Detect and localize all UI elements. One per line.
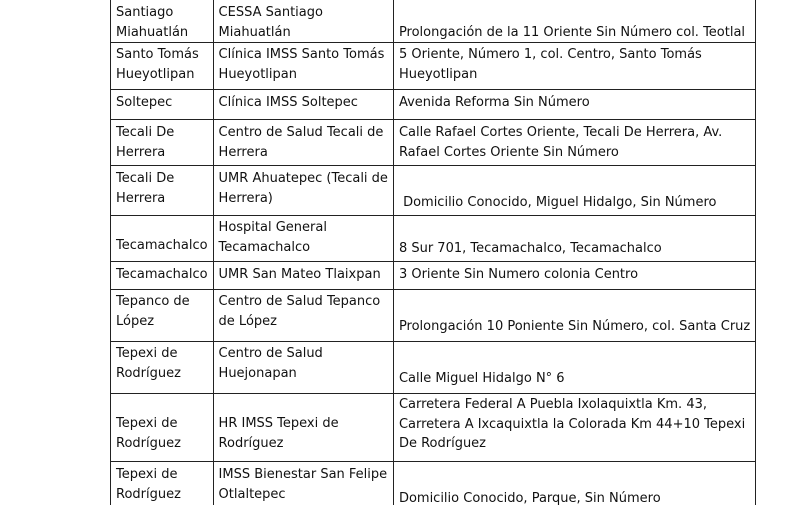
table-row bbox=[111, 0, 756, 43]
unidad-cell bbox=[213, 216, 393, 262]
municipio-cell bbox=[111, 262, 214, 290]
domicilio-cell bbox=[393, 262, 755, 290]
domicilio-cell bbox=[393, 166, 755, 216]
cell-line: de López bbox=[218, 313, 277, 329]
unidad-cell bbox=[213, 0, 393, 43]
cell-line: Clínica IMSS Santo Tomás bbox=[218, 47, 385, 62]
unidad-cell bbox=[213, 90, 393, 120]
unidad-cell bbox=[213, 462, 393, 505]
domicilio-cell bbox=[393, 462, 755, 505]
unidad-cell bbox=[213, 290, 393, 342]
cell-line: Domicilio Conocido, Parque, Sin Número bbox=[398, 490, 661, 505]
cell-line: Herrera) bbox=[218, 190, 273, 206]
table-row bbox=[111, 262, 756, 290]
domicilio-cell bbox=[393, 216, 755, 262]
cell-line: Hueyotlipan bbox=[218, 66, 297, 82]
cell-line: Tecali De bbox=[116, 171, 175, 186]
domicilio-cell bbox=[393, 0, 755, 43]
cell-line: Prolongación 10 Poniente Sin Número, col. Santa Cruz bbox=[398, 318, 751, 334]
domicilio-cell bbox=[393, 342, 755, 394]
cell-line: 8 Sur 701, Tecamachalco, Tecamachalco bbox=[398, 240, 662, 256]
cell-line: López bbox=[116, 313, 155, 329]
domicilio-cell bbox=[393, 90, 755, 120]
unidad-cell bbox=[213, 342, 393, 394]
cell-line: De Rodríguez bbox=[398, 436, 487, 451]
cell-line: Rodríguez bbox=[116, 365, 181, 381]
cell-line: Huejonapan bbox=[218, 365, 297, 381]
health-units-table bbox=[110, 0, 756, 505]
cell-line: UMR San Mateo Tlaixpan bbox=[218, 267, 381, 282]
municipio-cell bbox=[111, 0, 214, 43]
table-body bbox=[111, 0, 756, 505]
table-row bbox=[111, 90, 756, 120]
cell-line: Tepexi de bbox=[116, 467, 178, 482]
municipio-cell bbox=[111, 166, 214, 216]
cell-line: Prolongación de la 11 Oriente Sin Número col. Teotlal bbox=[398, 24, 746, 40]
cell-line: Miahuatlán bbox=[218, 24, 291, 40]
table-row bbox=[111, 342, 756, 394]
domicilio-cell bbox=[393, 394, 755, 462]
cell-line: Herrera bbox=[116, 190, 166, 206]
cell-line: Tepanco de bbox=[116, 294, 190, 309]
unidad-cell bbox=[213, 394, 393, 462]
cell-line: Otlaltepec bbox=[218, 486, 286, 502]
cell-line: IMSS Bienestar San Felipe bbox=[218, 467, 388, 482]
municipio-cell bbox=[111, 43, 214, 90]
unidad-cell bbox=[213, 120, 393, 166]
cell-line: HR IMSS Tepexi de bbox=[218, 416, 339, 431]
cell-line: Hueyotlipan bbox=[398, 66, 478, 82]
table-row bbox=[111, 120, 756, 166]
cell-line: Hospital General bbox=[218, 220, 327, 235]
cell-line: Centro de Salud bbox=[218, 346, 323, 361]
municipio-cell bbox=[111, 90, 214, 120]
cell-line: Tepexi de bbox=[116, 416, 178, 431]
cell-line: Miahuatlán bbox=[116, 24, 189, 40]
cell-line: Santiago bbox=[116, 5, 174, 20]
cell-line: Tecamachalco bbox=[218, 239, 311, 255]
cell-line: Clínica IMSS Soltepec bbox=[218, 95, 358, 110]
municipio-cell bbox=[111, 462, 214, 505]
municipio-cell bbox=[111, 342, 214, 394]
table-row bbox=[111, 166, 756, 216]
cell-line: Rafael Cortes Oriente Sin Número bbox=[398, 144, 619, 160]
municipio-cell bbox=[111, 120, 214, 166]
domicilio-cell bbox=[393, 120, 755, 166]
cell-line: Tecali De bbox=[116, 125, 175, 140]
cell-line: Herrera bbox=[218, 144, 268, 160]
domicilio-cell bbox=[393, 290, 755, 342]
municipio-cell bbox=[111, 290, 214, 342]
cell-line: Rodríguez bbox=[116, 435, 181, 451]
municipio-cell bbox=[111, 394, 214, 462]
cell-line: Tecamachalco bbox=[116, 267, 208, 282]
table-row bbox=[111, 216, 756, 262]
unidad-cell bbox=[213, 43, 393, 90]
cell-line: Soltepec bbox=[116, 95, 173, 110]
cell-line: Santo Tomás bbox=[116, 47, 199, 62]
cell-line: Rodríguez bbox=[218, 435, 284, 451]
cell-line: Avenida Reforma Sin Número bbox=[398, 95, 590, 110]
table-row bbox=[111, 394, 756, 462]
cell-line: Carretera Federal A Puebla Ixolaquixtla Km. 43, bbox=[398, 397, 707, 412]
unidad-cell bbox=[213, 262, 393, 290]
table-row bbox=[111, 462, 756, 505]
cell-line: 5 Oriente, Número 1, col. Centro, Santo Tomás bbox=[398, 47, 702, 62]
unidad-cell bbox=[213, 166, 393, 216]
municipio-cell bbox=[111, 216, 214, 262]
cell-line: Centro de Salud Tepanco bbox=[218, 294, 381, 309]
cell-line: Rodríguez bbox=[116, 486, 181, 502]
cell-line: Calle Miguel Hidalgo N° 6 bbox=[398, 370, 565, 386]
cell-line: Calle Rafael Cortes Oriente, Tecali De Herrera, Av. bbox=[398, 125, 723, 140]
cell-line: CESSA Santiago bbox=[218, 5, 323, 20]
cell-line: 3 Oriente Sin Numero colonia Centro bbox=[398, 267, 639, 282]
cell-line: Tecamachalco bbox=[116, 238, 208, 253]
cell-line: Centro de Salud Tecali de bbox=[218, 125, 384, 140]
cell-line: Carretera A Ixcaquixtla la Colorada Km 44+10 Tepexi bbox=[398, 416, 746, 432]
table-row bbox=[111, 290, 756, 342]
cell-line: Domicilio Conocido, Miguel Hidalgo, Sin Número bbox=[398, 194, 717, 210]
domicilio-cell bbox=[393, 43, 755, 90]
cell-line: UMR Ahuatepec (Tecali de bbox=[218, 171, 388, 186]
cell-line: Hueyotlipan bbox=[116, 66, 195, 82]
table-row bbox=[111, 43, 756, 90]
cell-line: Tepexi de bbox=[116, 346, 178, 361]
cell-line: Herrera bbox=[116, 144, 166, 160]
